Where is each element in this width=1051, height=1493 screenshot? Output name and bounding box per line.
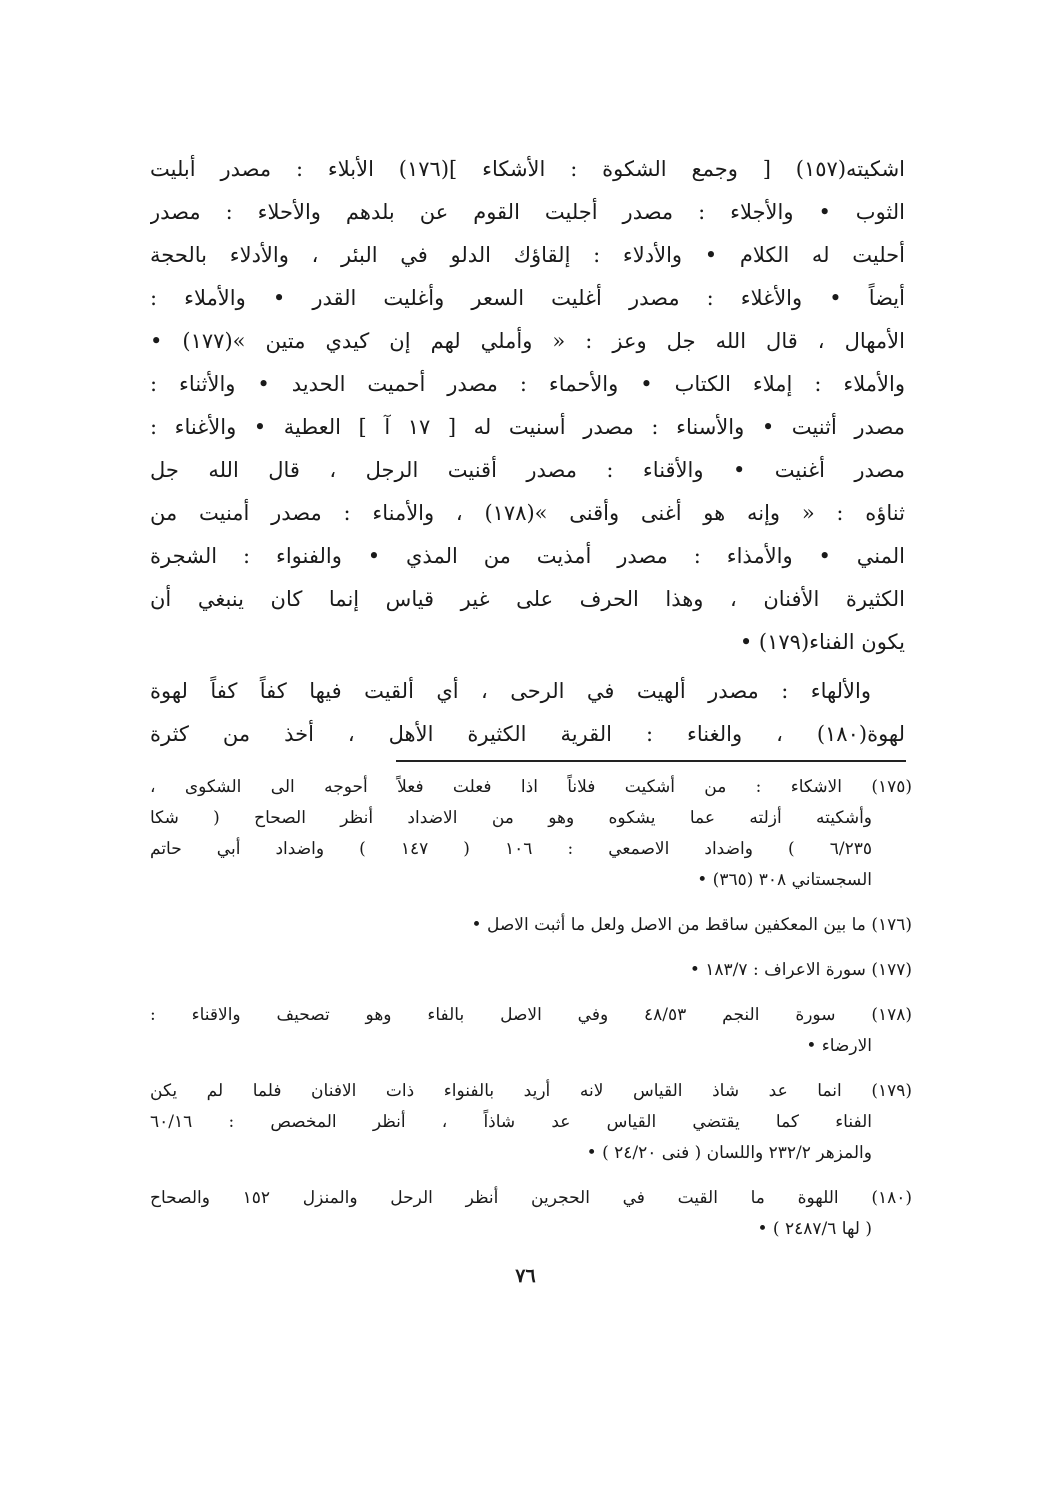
footnote-line: (١٧٨) سورة النجم ٤٨/٥٣ وفي الاصل بالفاء وهو تصحيف والاقناء : <box>150 1005 912 1025</box>
text-line: والألهاء : مصدر ألهيت في الرحى ، أي ألقيت فيها كفاً كفاً لهوة <box>150 679 871 703</box>
footnote-line: (١٨٠) اللهوة ما القيت في الحجرين أنظر الرحل والمنزل ١٥٢ والصحاح <box>150 1188 912 1208</box>
text-line: الثوب • والأجلاء : مصدر أجليت القوم عن بلدهم والأحلاء : مصدر <box>150 200 905 224</box>
footnote-line: (١٧٩) انما عد شاذ القياس لانه أريد بالفنواء ذات الافنان فلما لم يكن <box>150 1081 912 1101</box>
page-number: ٧٦ <box>515 1265 536 1287</box>
text-line: أحليت له الكلام • والأدلاء : إلقاؤك الدلو في البئر ، والأدلاء بالحجة <box>150 243 905 267</box>
footnote-line: ( لها ٢٤٨٧/٦ ) • <box>757 1219 872 1239</box>
footnote-line: السجستاني ٣٠٨ (٣٦٥) • <box>697 870 872 890</box>
paragraph <box>150 670 905 756</box>
footnote-line: (١٧٧) سورة الاعراف : ١٨٣/٧ • <box>689 960 912 980</box>
footnote-line: الارضاء • <box>806 1036 872 1056</box>
footnote-175 <box>150 772 912 896</box>
text-line: مصدر أثنيت • والأسناء : مصدر أسنيت له [ ١٧ آ ] العطية • والأغناء : <box>150 415 905 439</box>
footnote-line: والمزهر ٢٣٢/٢ واللسان ( فنى ٢٤/٢٠ ) • <box>586 1143 872 1163</box>
paragraph <box>150 148 905 664</box>
footnote-179 <box>150 1076 912 1169</box>
text-line: اشكيته(١٥٧) [ وجمع الشكوة : الأشكاء ](١٧٦) الأبلاء : مصدر أبليت <box>150 157 905 181</box>
footnote-177 <box>150 955 912 986</box>
footnote-line: ٦/٢٣٥ ) واضداد الاصمعي : ١٠٦ ( ١٤٧ ) واضداد أبي حاتم <box>150 839 872 859</box>
text-line: ثناؤه : « وإنه هو أغنى وأقنى »(١٧٨) ، والأمناء : مصدر أمنيت من <box>150 501 905 525</box>
text-line: الكثيرة الأفنان ، وهذا الحرف على غير قياس إنما كان ينبغي أن <box>150 587 905 611</box>
footnote-176 <box>150 910 912 941</box>
text-line: مصدر أغنيت • والأقناء : مصدر أقنيت الرجل ، قال الله جل <box>150 458 905 482</box>
footnote-line: وأشكيته أزلته عما يشكوه وهو من الاضداد أنظر الصحاح ( شكا <box>150 808 872 828</box>
footnote-180 <box>150 1183 912 1245</box>
text-line: والأملاء : إملاء الكتاب • والأحماء : مصدر أحميت الحديد • والأثناء : <box>150 372 905 396</box>
text-line: أيضاً • والأغلاء : مصدر أغليت السعر وأغليت القدر • والأملاء : <box>150 286 905 310</box>
footnote-line: الفناء كما يقتضي القياس عد شاذاً ، أنظر المخصص : ٦٠/١٦ <box>150 1112 872 1132</box>
footnotes <box>150 772 912 1259</box>
text-line: يكون الفناء(١٧٩) • <box>739 630 905 654</box>
footnote-line: (١٧٦) ما بين المعكفين ساقط من الاصل ولعل ما أثبت الاصل • <box>471 915 912 935</box>
text-line: الأمهال ، قال الله جل وعز : « وأملي لهم إن كيدي متين »(١٧٧) • <box>150 329 905 353</box>
footnote-line: (١٧٥) الاشكاء : من أشكيت فلاناً اذا فعلت فعلاً أحوجه الى الشكوى ، <box>150 777 912 797</box>
footnote-divider <box>396 760 906 762</box>
text-line: لهوة(١٨٠) ، والغناء : القرية الكثيرة الأهل ، أخذ من كثرة <box>150 722 905 746</box>
main-text <box>150 148 905 756</box>
footnote-178 <box>150 1000 912 1062</box>
text-line: المني • والأمذاء : مصدر أمذيت من المذي • والفنواء : الشجرة <box>150 544 905 568</box>
